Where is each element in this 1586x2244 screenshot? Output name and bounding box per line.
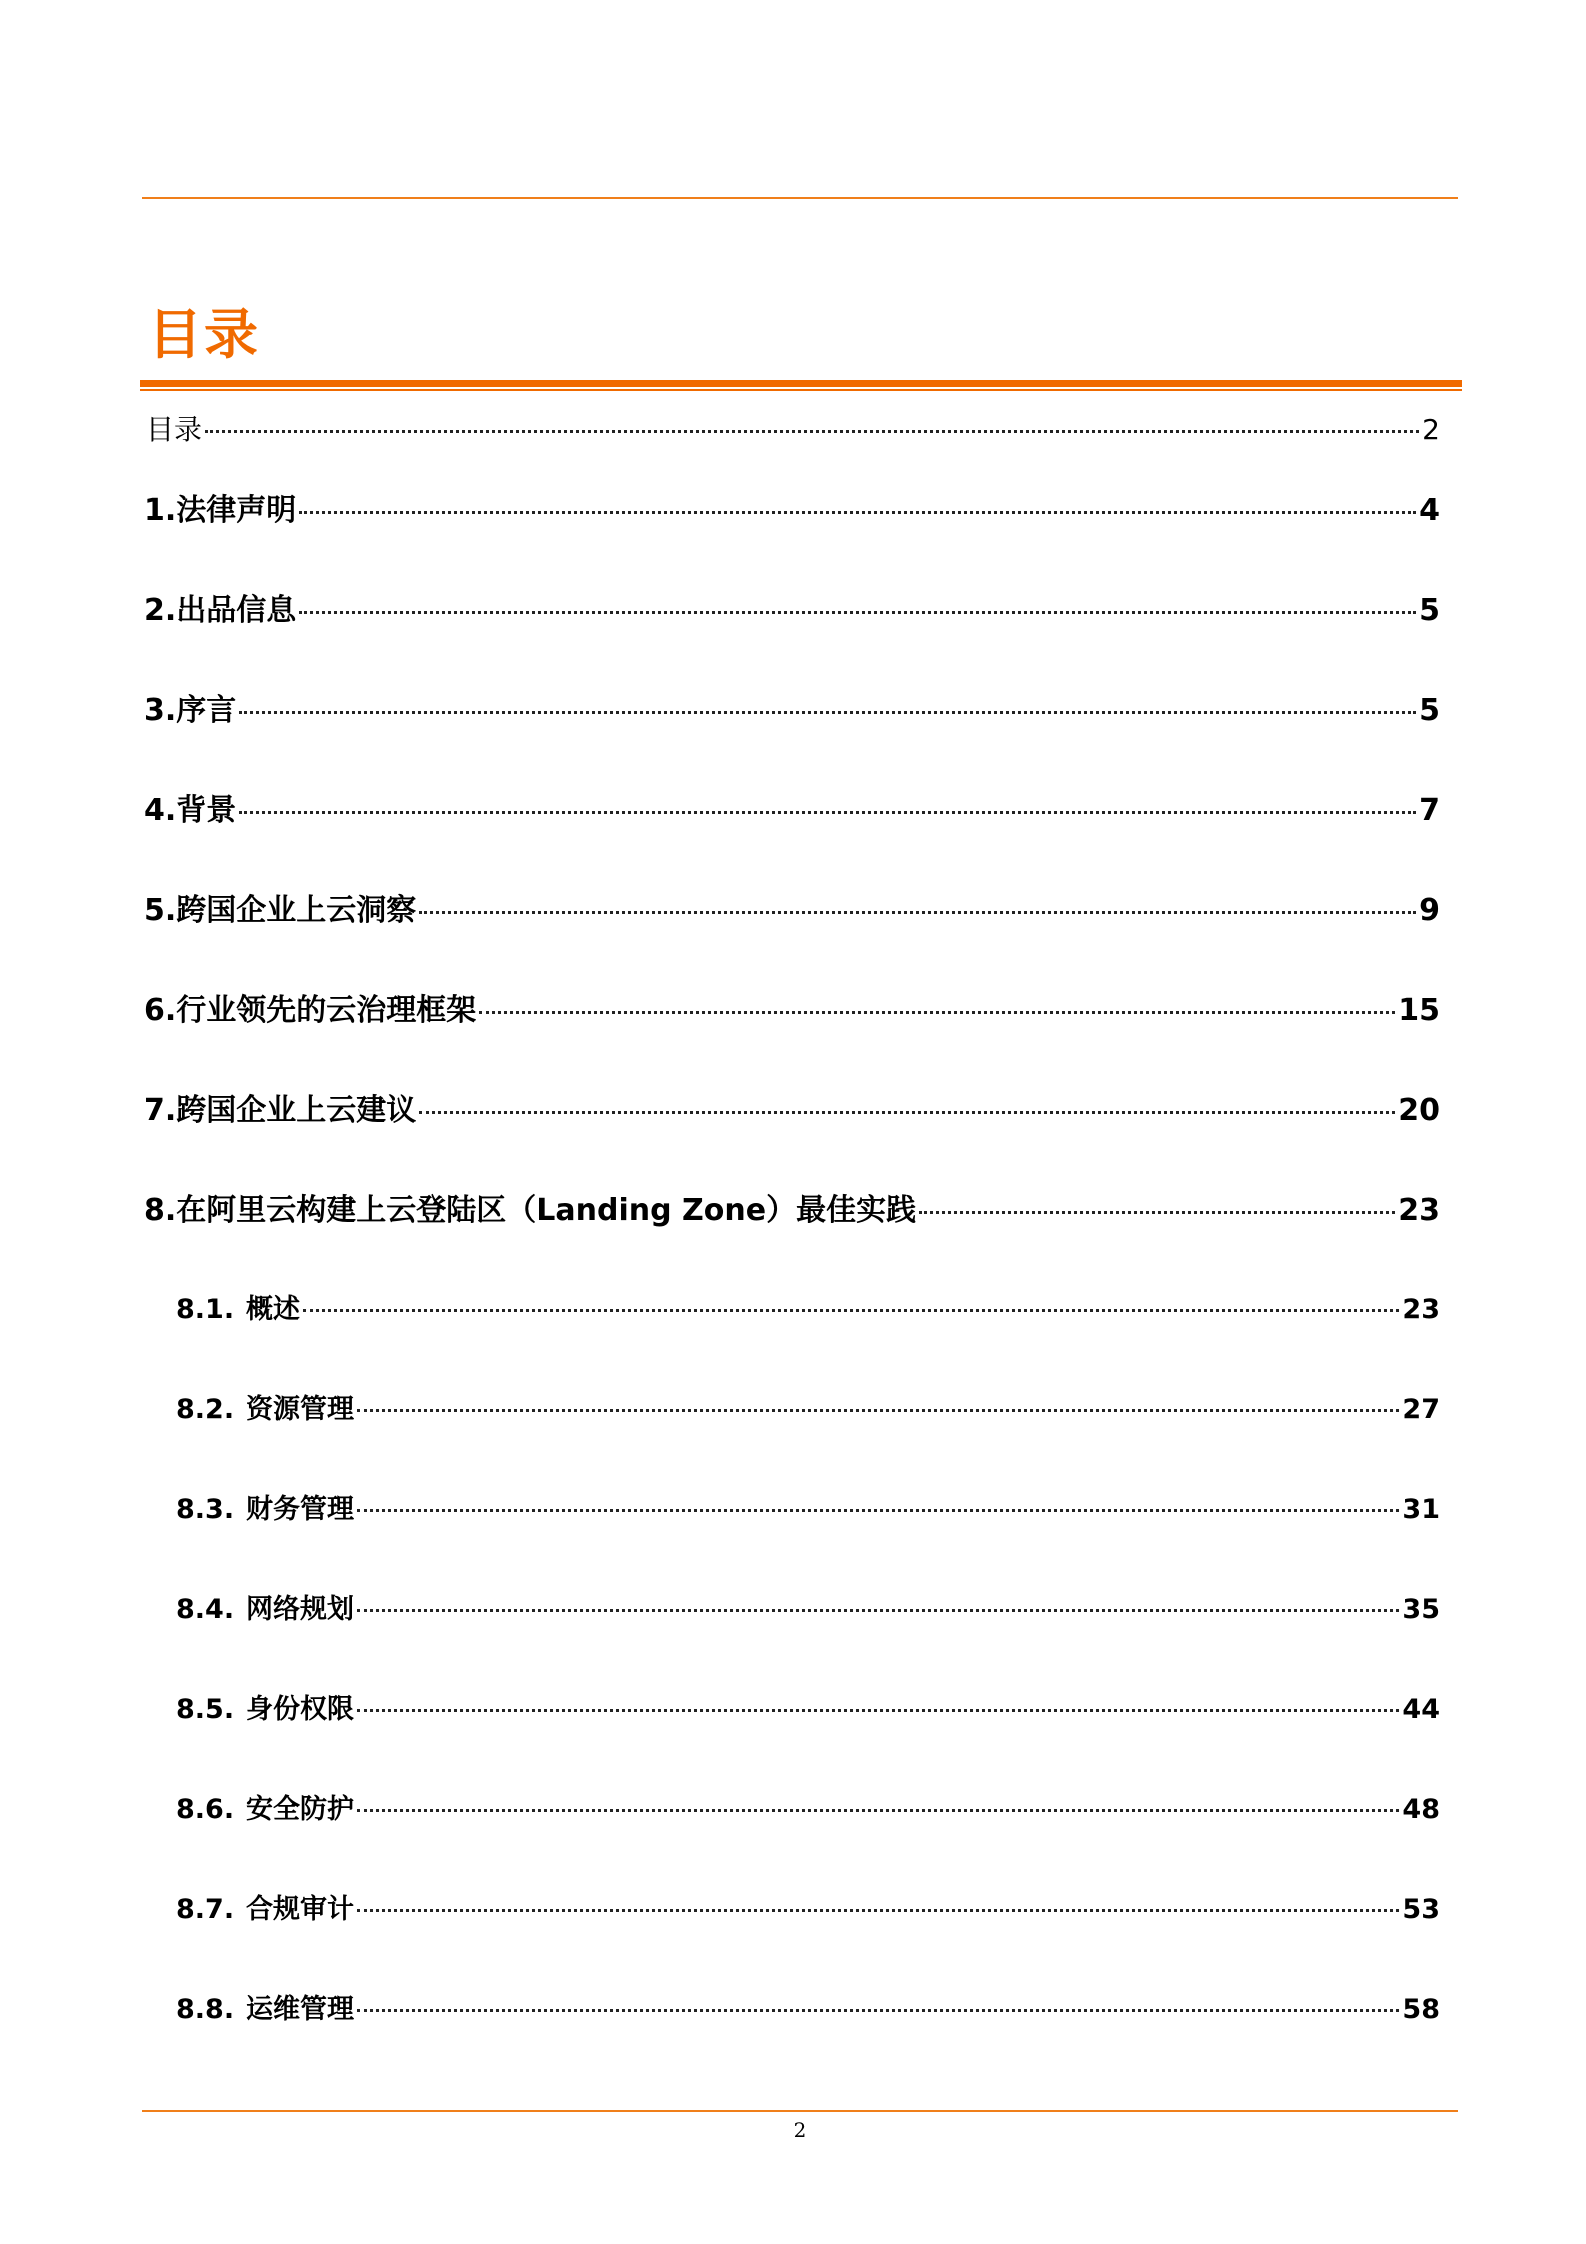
toc-entry-number: 8.5.	[176, 1694, 235, 1725]
toc-entry-label: 概述	[246, 1294, 300, 1325]
toc-entry-label: 2.出品信息	[144, 593, 297, 628]
toc-entry-label: 网络规划	[246, 1594, 354, 1625]
dot-leader	[299, 611, 1416, 614]
toc-entry-page: 44	[1402, 1694, 1440, 1725]
dot-leader	[357, 1809, 1399, 1812]
toc-entry-7[interactable]	[144, 1085, 1440, 1129]
dot-leader	[299, 511, 1416, 514]
toc-entry-page: 53	[1402, 1894, 1440, 1925]
toc-entry-8-1[interactable]	[176, 1287, 1440, 1326]
toc-entry-label: 运维管理	[246, 1994, 354, 2025]
toc-entry-number: 8.3.	[176, 1494, 235, 1525]
toc-entry-label: 3.序言	[144, 693, 237, 728]
toc-entry-8-2[interactable]	[176, 1387, 1440, 1426]
toc-entry-3[interactable]	[144, 685, 1440, 729]
toc-entry-page: 9	[1419, 893, 1440, 928]
toc-entry-number: 8.7.	[176, 1894, 235, 1925]
toc-entry-label: 5.跨国企业上云洞察	[144, 893, 417, 928]
toc-entry-page: 2	[1422, 413, 1440, 446]
toc-entry-8-7[interactable]	[176, 1887, 1440, 1926]
dot-leader	[479, 1011, 1395, 1014]
toc-entry-label: 8.在阿里云构建上云登陆区（Landing Zone）最佳实践	[144, 1193, 917, 1228]
dot-leader	[239, 711, 1416, 714]
toc-entry-page: 58	[1402, 1994, 1440, 2025]
dot-leader	[357, 1509, 1399, 1512]
dot-leader	[357, 1709, 1399, 1712]
toc-entry-number: 8.1.	[176, 1294, 235, 1325]
toc-entry-number: 8.4.	[176, 1594, 235, 1625]
toc-entry-page: 20	[1398, 1093, 1440, 1128]
heading-underline-thin	[140, 389, 1462, 391]
toc-entry-page: 23	[1402, 1294, 1440, 1325]
dot-leader	[357, 1909, 1399, 1912]
toc-entry-number: 8.8.	[176, 1994, 235, 2025]
toc-entry-page: 48	[1402, 1794, 1440, 1825]
toc-entry-label: 4.背景	[144, 793, 237, 828]
toc-heading: 目录	[148, 303, 260, 366]
toc-entry-page: 7	[1419, 793, 1440, 828]
dot-leader	[919, 1211, 1395, 1214]
toc-entry-page: 4	[1419, 493, 1440, 528]
dot-leader	[303, 1309, 1399, 1312]
dot-leader	[205, 430, 1419, 433]
toc-entry-page: 27	[1402, 1394, 1440, 1425]
toc-entry-number: 8.2.	[176, 1394, 235, 1425]
dot-leader	[357, 2009, 1399, 2012]
toc-entry-label: 目录	[146, 413, 203, 446]
toc-entry-8-6[interactable]	[176, 1787, 1440, 1826]
toc-entry-label: 合规审计	[246, 1894, 354, 1925]
toc-entry-page: 35	[1402, 1594, 1440, 1625]
toc-entry-label: 7.跨国企业上云建议	[144, 1093, 417, 1128]
toc-entry-page: 5	[1419, 593, 1440, 628]
page-number: 2	[793, 2118, 807, 2142]
toc-entry-4[interactable]	[144, 785, 1440, 829]
toc-entry-8-3[interactable]	[176, 1487, 1440, 1526]
toc-entry-label: 6.行业领先的云治理框架	[144, 993, 477, 1028]
toc-entry-8-4[interactable]	[176, 1587, 1440, 1626]
toc-entry-label: 资源管理	[246, 1394, 354, 1425]
toc-entry-label: 安全防护	[246, 1794, 354, 1825]
toc-entry-label: 1.法律声明	[144, 493, 297, 528]
dot-leader	[357, 1409, 1399, 1412]
toc-entry-number: 8.6.	[176, 1794, 235, 1825]
toc-entry-label: 财务管理	[246, 1494, 354, 1525]
header-rule	[142, 197, 1458, 199]
heading-underline-thick	[140, 380, 1462, 387]
toc-entry-contents[interactable]	[146, 408, 1440, 448]
toc-entry-2[interactable]	[144, 585, 1440, 629]
dot-leader	[419, 1111, 1395, 1114]
toc-entry-8-5[interactable]	[176, 1687, 1440, 1726]
footer-rule	[142, 2110, 1458, 2112]
dot-leader	[357, 1609, 1399, 1612]
toc-entry-6[interactable]	[144, 985, 1440, 1029]
toc-entry-page: 23	[1398, 1193, 1440, 1228]
toc-entry-page: 31	[1402, 1494, 1440, 1525]
toc-entry-8-8[interactable]	[176, 1987, 1440, 2026]
dot-leader	[239, 811, 1416, 814]
toc-entry-label: 身份权限	[246, 1694, 354, 1725]
toc-entry-page: 5	[1419, 693, 1440, 728]
toc-entry-1[interactable]	[144, 485, 1440, 529]
dot-leader	[419, 911, 1416, 914]
toc-entry-8[interactable]	[144, 1185, 1440, 1229]
toc-entry-5[interactable]	[144, 885, 1440, 929]
toc-entry-page: 15	[1398, 993, 1440, 1028]
